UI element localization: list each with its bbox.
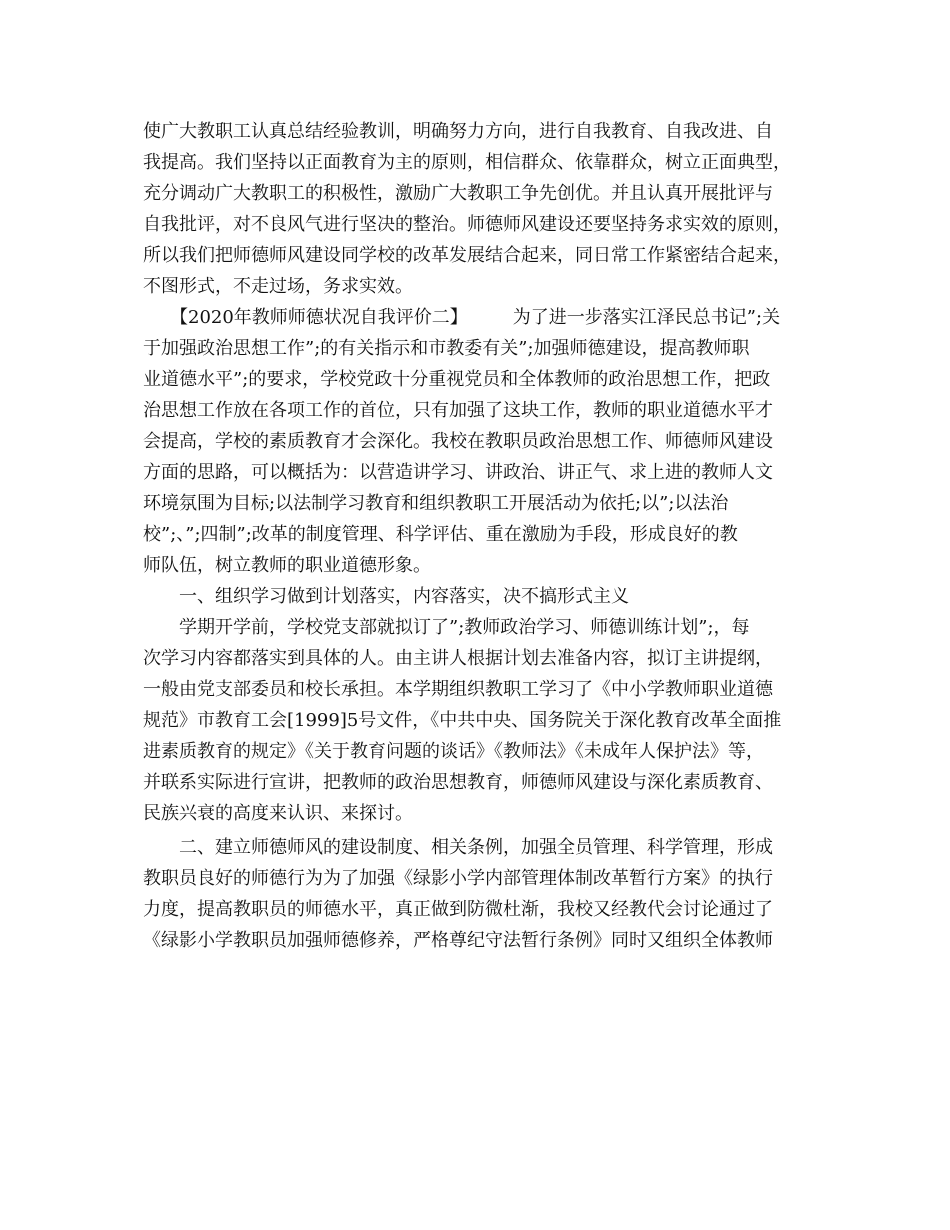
paragraph-3 [143, 612, 823, 829]
text-line: 学期开学前，学校党支部就拟订了”;教师政治学习、师德训练计划”;，每 [143, 617, 750, 638]
text-line: 一、组织学习做到计划落实，内容落实，决不搞形式主义 [143, 586, 629, 607]
paragraph-2 [143, 302, 823, 581]
text-line: 进素质教育的规定》《关于教育问题的谈话》《教师法》《未成年人保护法》等， [143, 741, 764, 762]
text-line: 环境氛围为目标;以法制学习教育和组织教职工开展活动为依托;以”;以法治 [143, 493, 729, 514]
text-line: 治思想工作放在各项工作的首位，只有加强了这块工作，教师的职业道德水平才 [143, 400, 773, 421]
text-line: 所以我们把师德师风建设同学校的改革发展结合起来，同日常工作紧密结合起来， [143, 245, 791, 266]
text-line: 规范》市教育工会[1999]5号文件，《中共中央、国务院关于深化教育改革全面推 [143, 710, 782, 731]
document-body [143, 116, 823, 956]
text-line: 并联系实际进行宣讲，把教师的政治思想教育，师德师风建设与深化素质教育、 [143, 772, 773, 793]
text-line: 我提高。我们坚持以正面教育为主的原则，相信群众、依靠群众，树立正面典型， [143, 152, 791, 173]
text-line: 不图形式，不走过场，务求实效。 [143, 276, 413, 297]
text-line: 力度，提高教职员的师德水平，真正做到防微杜渐，我校又经教代会讨论通过了 [143, 899, 773, 920]
text-line: 师队伍，树立教师的职业道德形象。 [143, 555, 431, 576]
text-line: 充分调动广大教职工的积极性，激励广大教职工争先创优。并且认真开展批评与 [143, 183, 773, 204]
text-line: 于加强政治思想工作”;的有关指示和市教委有关”;加强师德建设，提高教师职 [143, 338, 750, 359]
text-line: 民族兴衰的高度来认识、来探讨。 [143, 803, 413, 824]
text-line: 使广大教职工认真总结经验教训，明确努力方向，进行自我教育、自我改进、自 [143, 121, 773, 142]
text-line: 次学习内容都落实到具体的人。由主讲人根据计划去准备内容，拟订主讲提纲， [143, 648, 773, 669]
paragraph-1 [143, 116, 823, 302]
text-line: 【2020年教师师德状况自我评价二】 为了进一步落实江泽民总书记”;关 [143, 307, 781, 328]
text-line: 教职员良好的师德行为为了加强《绿影小学内部管理体制改革暂行方案》的执行 [143, 868, 773, 889]
text-line: 校”;、”;四制”;改革的制度管理、科学评估、重在激励为手段，形成良好的教 [143, 524, 738, 545]
text-line: 自我批评，对不良风气进行坚决的整治。师德师风建设还要坚持务求实效的原则， [143, 214, 791, 235]
text-line: 一般由党支部委员和校长承担。本学期组织教职工学习了《中小学教师职业道德 [143, 679, 773, 700]
text-line: 方面的思路，可以概括为：以营造讲学习、讲政治、讲正气、求上进的教师人文 [143, 462, 773, 483]
text-line: 二、建立师德师风的建设制度、相关条例，加强全员管理、科学管理，形成 [143, 837, 773, 858]
text-line: 会提高，学校的素质教育才会深化。我校在教职员政治思想工作、师德师风建设 [143, 431, 773, 452]
text-line: 《绿影小学教职员加强师德修养，严格尊纪守法暂行条例》同时又组织全体教师 [143, 930, 773, 951]
text-line: 业道德水平”;的要求，学校党政十分重视党员和全体教师的政治思想工作，把政 [143, 369, 771, 390]
section-heading-1 [143, 581, 823, 612]
paragraph-4 [143, 832, 823, 956]
